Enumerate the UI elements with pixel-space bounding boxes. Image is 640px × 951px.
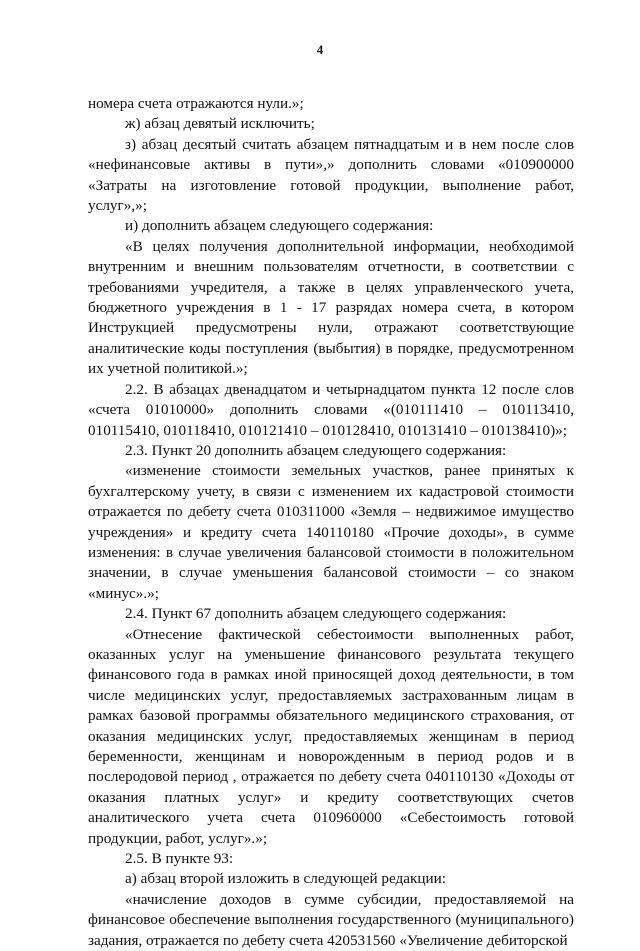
- paragraph: номера счета отражаются нули.»;: [88, 95, 304, 112]
- paragraph: «В целях получения дополнительной информации, необходимой внутренним и внешним пользователям отчетности, в соответствии с требованиями учредителя, а также в целях управленческого учета, бюджетного учреждения в 1 - 17 разрядах номера счета, в котором Инструкцией предусмотрены нули, отражают соответствующие аналитические коды поступления (выбытия) в порядке, предусмотренном их учетной политикой.»;: [88, 237, 574, 378]
- paragraph: «начисление доходов в сумме субсидии, предоставляемой на финансовое обеспечение выполнения государственного (муниципального) задания, отражается по дебету счета 420531560 «Увеличение дебиторской: [88, 890, 574, 949]
- document-body: [88, 94, 574, 951]
- paragraph: и) дополнить абзацем следующего содержания:: [125, 217, 434, 235]
- paragraph: 2.2. В абзацах двенадцатом и четырнадцатом пункта 12 после слов «счета 01010000» дополнить словами «(010111410 – 010113410, 010115410, 010118410, 010121410 – 010128410, 010131410 – 010138410)»;: [88, 380, 574, 439]
- paragraph: 2.5. В пункте 93:: [125, 850, 234, 868]
- paragraph: 2.3. Пункт 20 дополнить абзацем следующего содержания:: [125, 441, 507, 459]
- paragraph: «Отнесение фактической себестоимости выполненных работ, оказанных услуг на уменьшение финансового результата текущего финансового года в рамках иной приносящей доход деятельности, в том числе медицинских услуг, предоставляемых застрахованным лицам в рамках базовой программы обязательного медицинского страхования, от оказания медицинских услуг, предоставляемых женщинам в период беременности, женщинам и новорожденным в период родов и в послеродовой период , отражается по дебету счета 040110130 «Доходы от оказания платных услуг» и кредиту соответствующих счетов аналитического учета счета 010960000 «Себестоимость готовой продукции, работ, услуг».»;: [88, 625, 574, 847]
- page-number: 4: [316, 42, 324, 57]
- paragraph: 2.4. Пункт 67 дополнить абзацем следующего содержания:: [125, 605, 507, 623]
- paragraph: ж) абзац девятый исключить;: [125, 115, 315, 133]
- paragraph: а) абзац второй изложить в следующей редакции:: [125, 870, 447, 888]
- paragraph: «изменение стоимости земельных участков, ранее принятых к бухгалтерскому учету, в связи с изменением их кадастровой стоимости отражается по дебету счета 010311000 «Земля – недвижимое имущество учреждения» и кредиту счета 140110180 «Прочие доходы», в сумме изменения: в случае увеличения балансовой стоимости в положительном значении, в случае уменьшения балансовой стоимости – со знаком «минус».»;: [88, 462, 574, 602]
- paragraph: з) абзац десятый считать абзацем пятнадцатым и в нем после слов «нефинансовые активы в пути»,» дополнить словами «010900000 «Затраты на изготовление готовой продукции, выполнение работ, услуг»,»;: [88, 135, 574, 215]
